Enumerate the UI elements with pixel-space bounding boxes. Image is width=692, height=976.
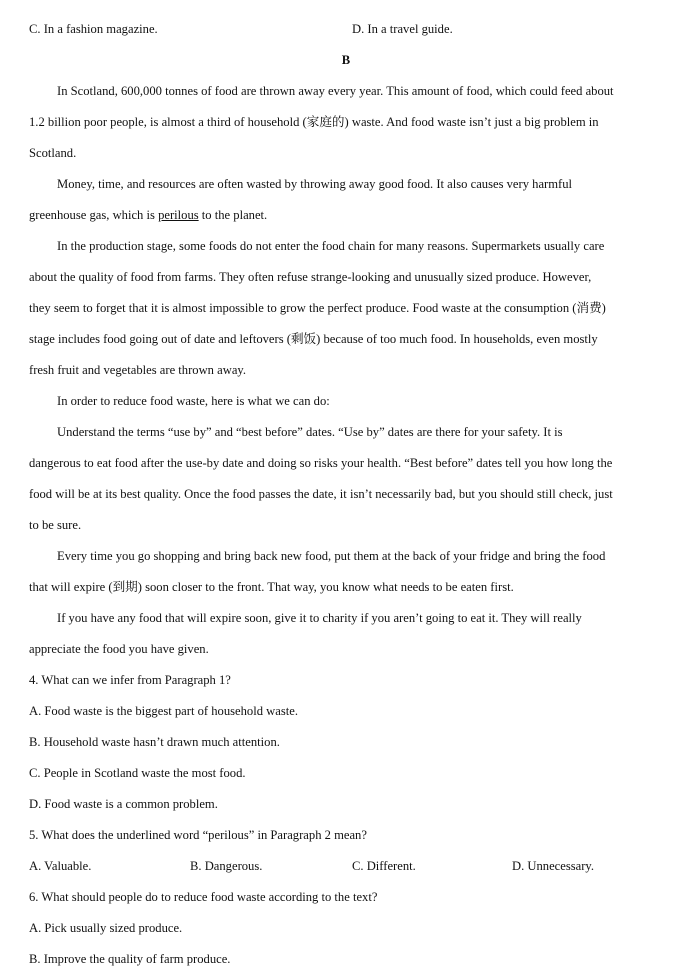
- question-6-option-b: B. Improve the quality of farm produce.: [29, 952, 231, 966]
- section-heading: B: [341, 53, 351, 67]
- question-6-stem: 6. What should people do to reduce food waste according to the text?: [29, 890, 378, 904]
- underlined-word-perilous: perilous: [158, 208, 199, 222]
- question-4-option-c: C. People in Scotland waste the most food.: [29, 766, 246, 780]
- paragraph-6-line-1: Every time you go shopping and bring back new food, put them at the back of your fridge and bring the food: [57, 549, 606, 563]
- question-5-stem: 5. What does the underlined word “perilous” in Paragraph 2 mean?: [29, 828, 367, 842]
- question-5-options-row: [0, 851, 692, 882]
- paragraph-1-line-1: In Scotland, 600,000 tonnes of food are thrown away every year. This amount of food, which could feed about: [57, 84, 614, 98]
- question-5-option-a: A. Valuable.: [29, 859, 92, 873]
- paragraph-6-line-2: that will expire (到期) soon closer to the front. That way, you know what needs to be eaten first.: [29, 580, 514, 594]
- question-5-option-d: D. Unnecessary.: [512, 859, 595, 873]
- paragraph-4-line-1: In order to reduce food waste, here is what we can do:: [57, 394, 330, 408]
- paragraph-5-line-1: Understand the terms “use by” and “best before” dates. “Use by” dates are there for your safety. It is: [57, 425, 563, 439]
- paragraph-1-line-3: Scotland.: [29, 146, 77, 160]
- question-6-option-a: A. Pick usually sized produce.: [29, 921, 183, 935]
- paragraph-3-line-1: In the production stage, some foods do not enter the food chain for many reasons. Supermarkets usually care: [57, 239, 605, 253]
- paragraph-7-line-1: If you have any food that will expire soon, give it to charity if you aren’t going to eat it. They will really: [57, 611, 582, 625]
- paragraph-2-text-after: to the planet.: [198, 208, 268, 222]
- question-5-option-b: B. Dangerous.: [190, 859, 263, 873]
- paragraph-7-line-2: appreciate the food you have given.: [29, 642, 209, 656]
- paragraph-3-line-3: they seem to forget that it is almost impossible to grow the perfect produce. Food waste at the consumption (消费): [29, 301, 606, 315]
- paragraph-3-line-5: fresh fruit and vegetables are thrown away.: [29, 363, 247, 377]
- option-c-fashion-magazine: C. In a fashion magazine.: [29, 22, 158, 36]
- previous-options-row: [0, 14, 692, 45]
- paragraph-5-line-2: dangerous to eat food after the use-by date and doing so risks your health. “Best before” dates tell you how long the: [29, 456, 613, 470]
- paragraph-3-line-2: about the quality of food from farms. They often refuse strange-looking and unusually sized produce. However,: [29, 270, 592, 284]
- question-4-option-b: B. Household waste hasn’t drawn much attention.: [29, 735, 280, 749]
- question-4-option-d: D. Food waste is a common problem.: [29, 797, 218, 811]
- paragraph-5-line-4: to be sure.: [29, 518, 82, 532]
- paragraph-2-line-2: [29, 200, 267, 231]
- paragraph-3-line-4: stage includes food going out of date and leftovers (剩饭) because of too much food. In households, even mostly: [29, 332, 598, 346]
- option-d-travel-guide: D. In a travel guide.: [352, 22, 453, 36]
- paragraph-5-line-3: food will be at its best quality. Once the food passes the date, it isn’t necessarily bad, but you should still check, just: [29, 487, 613, 501]
- paragraph-2-text-before: greenhouse gas, which is: [29, 208, 159, 222]
- question-4-option-a: A. Food waste is the biggest part of household waste.: [29, 704, 298, 718]
- paragraph-1-line-2: 1.2 billion poor people, is almost a third of household (家庭的) waste. And food waste isn’t just a big problem in: [29, 115, 599, 129]
- question-5-option-c: C. Different.: [352, 859, 416, 873]
- paragraph-2-line-1: Money, time, and resources are often wasted by throwing away good food. It also causes very harmful: [57, 177, 573, 191]
- question-4-stem: 4. What can we infer from Paragraph 1?: [29, 673, 231, 687]
